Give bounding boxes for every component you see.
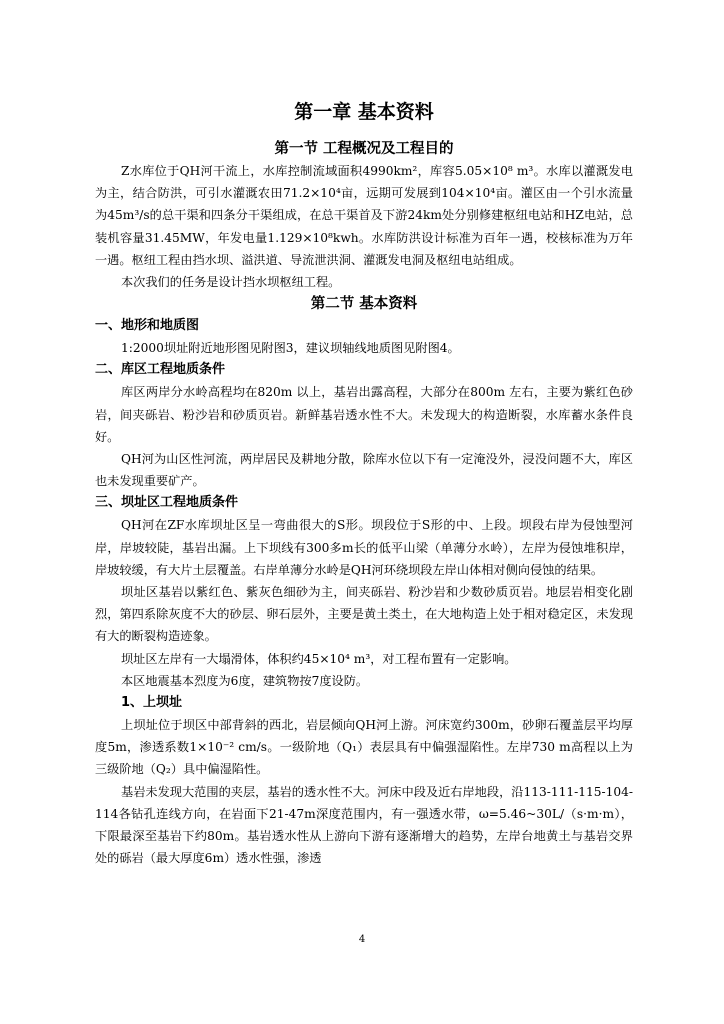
paragraph: QH河为山区性河流，两岸居民及耕地分散，除库水位以下有一定淹没外，浸没问题不大，库区也未发现重要矿产。 — [95, 452, 633, 489]
section-title-2: 第二节 基本资料 — [310, 296, 418, 313]
chapter-title: 第一章 基本资料 — [294, 101, 434, 123]
subsection-heading-dam-site-geology: 三、坝址区工程地质条件 — [95, 495, 239, 511]
paragraph: 本区地震基本烈度为6度，建筑物按7度设防。 — [121, 673, 369, 688]
page-number: 4 — [358, 934, 366, 945]
paragraph: 上坝址位于坝区中部背斜的西北，岩层倾向QH河上游。河床宽约300m，砂卵石覆盖层平均厚度5m，渗透系数1×10⁻² cm/s。一级阶地（Q₁）表层具有中偏强湿陷性。左岸730 m高程以上为三级阶地（Q₂）具中偏湿陷性。 — [95, 718, 633, 777]
paragraph: 本次我们的任务是设计挡水坝枢纽工程。 — [121, 275, 341, 290]
paragraph: 基岩未发现大范围的夹层，基岩的透水性不大。河床中段及近右岸地段，沿113-111-115-104-114各钻孔连线方向，在岩面下21-47m深度范围内，有一强透水带，ω=5.46~30L/（s·m·m），下限最深至基岩下约80m。基岩透水性从上游向下游有逐渐增大的趋势，左岸台地黄土与基岩交界处的砾岩（最大厚度6m）透水性强，渗透 — [95, 784, 633, 866]
subsection-heading-reservoir-geology: 二、库区工程地质条件 — [95, 362, 226, 378]
paragraph: 1:2000坝址附近地形图见附图3，建议坝轴线地质图见附图4。 — [121, 341, 460, 356]
page-content — [95, 98, 633, 869]
paragraph: QH河在ZF水库坝址区呈一弯曲很大的S形。坝段位于S形的中、上段。坝段右岸为侵蚀型河岸，岸坡较陡，基岩出漏。上下坝线有300多m长的低平山梁（单薄分水岭），左岸为侵蚀堆积岸，岸坡较缓，有大片土层覆盖。右岸单薄分水岭是QH河环绕坝段左岸山体相对侧向侵蚀的结果。 — [95, 518, 633, 577]
paragraph: Z水库位于QH河干流上，水库控制流域面积4990km²，库容5.05×10⁸ m³。水库以灌溉发电为主，结合防洪，可引水灌溉农田71.2×10⁴亩，远期可发展到104×10⁴亩。灌区由一个引水流量为45m³/s的总干渠和四条分干渠组成，在总干渠首及下游24km处分别修建枢纽电站和HZ电站，总装机容量31.45MW，年发电量1.129×10⁸kwh。水库防洪设计标准为百年一遇，校核标准为万年一遇。枢纽工程由挡水坝、溢洪道、导流泄洪洞、灌溉发电洞及枢纽电站组成。 — [95, 164, 633, 267]
subsection-heading-upper-dam-site: 1、上坝址 — [121, 695, 183, 711]
paragraph: 坝址区基岩以紫红色、紫灰色细砂为主，间夹砾岩、粉沙岩和少数砂质页岩。地层岩相变化剧烈，第四系除灰度不大的砂层、卵石层外，主要是黄土类土，在大地构造上处于相对稳定区，未发现有大的断裂构造迹象。 — [95, 585, 633, 644]
paragraph: 坝址区左岸有一大塌滑体，体积约45×10⁴ m³，对工程布置有一定影响。 — [121, 651, 517, 666]
subsection-heading-terrain: 一、地形和地质图 — [95, 318, 200, 334]
section-title-1: 第一节 工程概况及工程目的 — [274, 141, 454, 157]
paragraph: 库区两岸分水岭高程均在820m 以上，基岩出露高程，大部分在800m 左右，主要为紫红色砂岩，间夹砾岩、粉沙岩和砂质页岩。新鲜基岩透水性不大。未发现大的构造断裂，水库蓄水条件良好。 — [95, 385, 633, 444]
